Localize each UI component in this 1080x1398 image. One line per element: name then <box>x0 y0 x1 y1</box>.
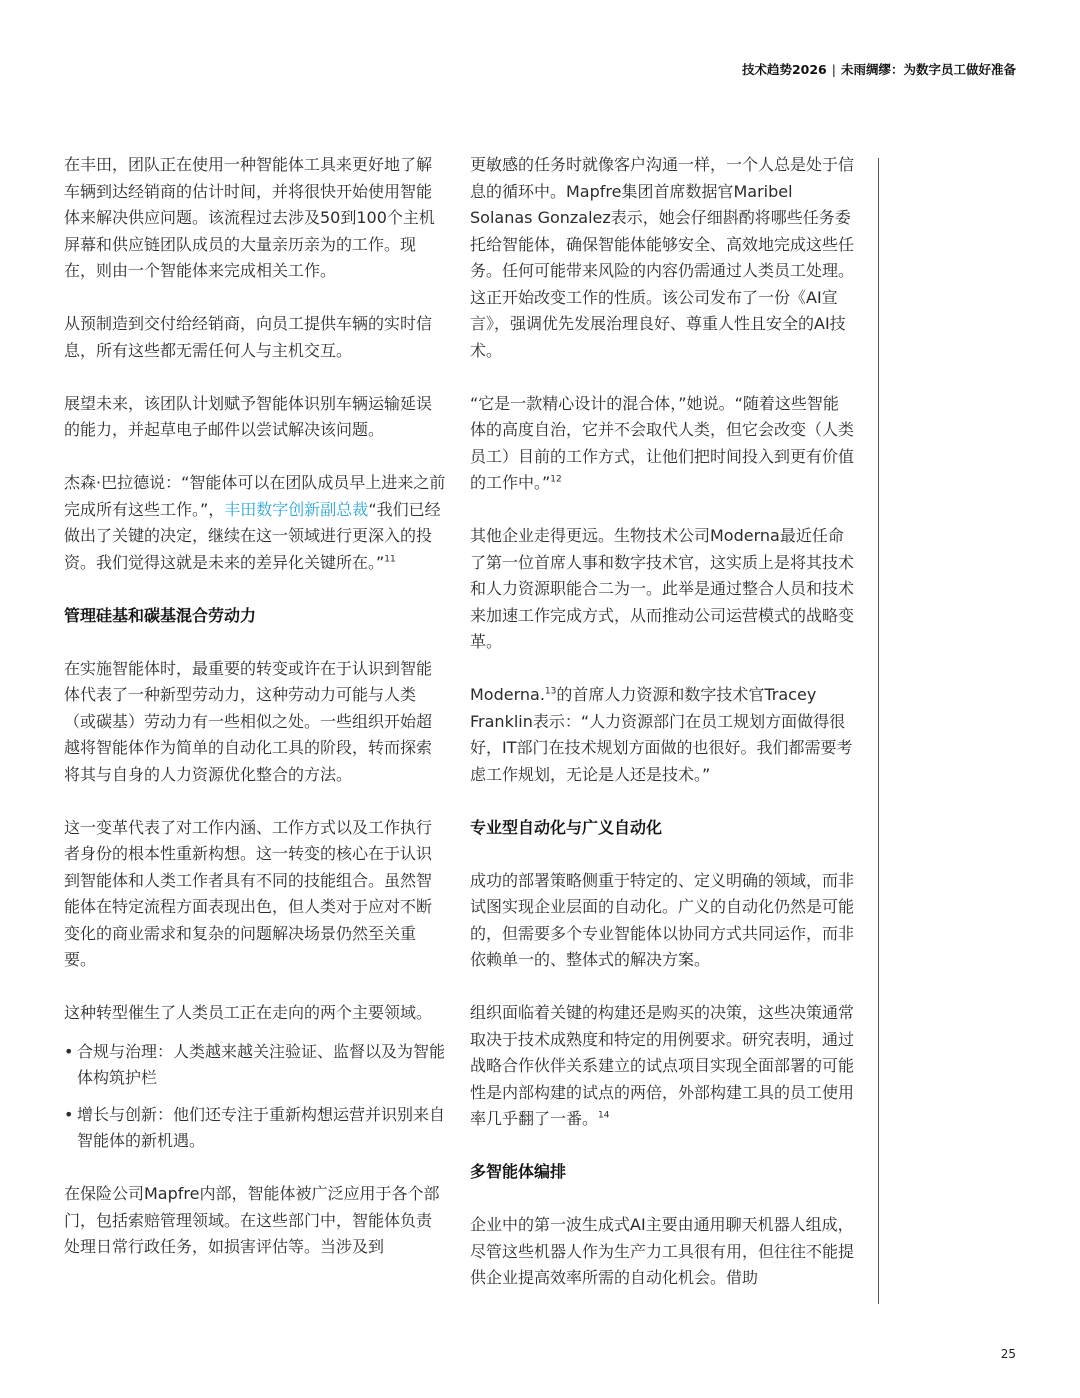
bullet-item: • 增长与创新：他们还专注于重新构想运营并识别来自智能体的新机遇。 <box>64 1102 446 1155</box>
paragraph: 这一变革代表了对工作内涵、工作方式以及工作执行者身份的根本性重新构想。这一转变的核心在于认识到智能体和人类工作者具有不同的技能组合。虽然智能体在特定流程方面表现出色，但人类对于应对不断变化的商业需求和复杂的问题解决场景仍然至关重要。 <box>64 817 433 969</box>
footnote-ref: 12 <box>550 474 562 485</box>
bullet-list <box>64 1039 446 1155</box>
footnote-ref: 14 <box>598 1110 610 1121</box>
quote-text: 杰森·巴拉德说：“智能体可以在团队成员早上进来之前完成所有这些工作。”， <box>64 473 446 519</box>
paragraph: 成功的部署策略侧重于特定的、定义明确的领域，而非试图实现企业层面的自动化。广义的自动化仍然是可能的，但需要多个专业智能体以协同方式共同运作，而非依赖单一的、整体式的解决方案。 <box>470 870 855 969</box>
report-subtitle: 未雨绸缪：为数字员工做好准备 <box>840 62 1016 77</box>
paragraph: 在丰田，团队正在使用一种智能体工具来更好地了解车辆到达经销商的估计时间，并将很快开始使用智能体来解决供应问题。该流程过去涉及50到100个主机屏幕和供应链团队成员的大量亲历亲为的工作。现在，则由一个智能体来完成相关工作。 <box>64 155 435 280</box>
paragraph: 企业中的第一波生成式AI主要由通用聊天机器人组成，尽管这些机器人作为生产力工具很有用，但往往不能提供企业提高效率所需的自动化机会。借助 <box>470 1215 855 1287</box>
page-number: 25 <box>1000 1347 1016 1361</box>
report-title: 技术趋势2026 <box>741 62 827 77</box>
section-heading: 专业型自动化与广义自动化 <box>470 817 663 837</box>
footnote-ref: 11 <box>384 554 396 565</box>
section-heading: 管理硅基和碳基混合劳动力 <box>64 605 257 625</box>
vp-link[interactable]: 丰田数字创新副总裁 <box>224 499 369 519</box>
quote-text: 的首席人力资源和数字技术官Tracey Franklin表示：“人力资源部门在员工规划方面做得很好，IT部门在技术规划方面做的也很好。我们都需要考虑工作规划，无论是人还是技术。” <box>470 685 853 784</box>
paragraph: 展望未来，该团队计划赋予智能体识别车辆运输延误的能力，并起草电子邮件以尝试解决该问题。 <box>64 393 433 439</box>
paragraph: 这种转型催生了人类员工正在走向的两个主要领域。 <box>64 1003 433 1022</box>
paragraph <box>64 470 446 576</box>
column-divider <box>878 158 879 1304</box>
paragraph <box>470 1000 854 1133</box>
paragraph <box>470 391 854 497</box>
quote-text: “它是一款精心设计的混合体，”她说。“随着这些智能体的高度自治，它并不会取代人类，但它会改变（人类员工）目前的工作方式，让他们把时间投入到更有价值的工作中。” <box>470 393 855 492</box>
paragraph: 从预制造到交付给经销商，向员工提供车辆的实时信息，所有这些都无需任何人与主机交互。 <box>64 314 433 360</box>
paragraph: 更敏感的任务时就像客户沟通一样，一个人总是处于信息的循环中。Mapfre集团首席数据官Maribel Solanas Gonzalez表示，她会仔细斟酌将哪些任务委托给智能体，确保智能体能够安全、高效地完成这些任务。任何可能带来风险的内容仍需通过人类员工处理。这正开始改变工作的性质。该公司发布了一份《AI宣言》，强调优先发展治理良好、尊重人性且安全的AI技术。 <box>470 155 855 360</box>
paragraph: 在实施智能体时，最重要的转变或许在于认识到智能体代表了一种新型劳动力，这种劳动力可能与人类（或碳基）劳动力有一些相似之处。一些组织开始超越将智能体作为简单的自动化工具的阶段，转而探索将其与自身的人力资源优化整合的方法。 <box>64 658 433 784</box>
header-separator: | <box>831 62 836 77</box>
body-text: 组织面临着关键的构建还是购买的决策，这些决策通常取决于技术成熟度和特定的用例要求。研究表明，通过战略合作伙伴关系建立的试点项目实现全面部署的可能性是内部构建的试点的两倍，外部构建工具的员工使用率几乎翻了一番。 <box>470 1003 855 1128</box>
paragraph: 在保险公司Mapfre内部，智能体被广泛应用于各个部门，包括索赔管理领域。在这些部门中，智能体负责处理日常行政任务，如损害评估等。当涉及到 <box>64 1184 440 1256</box>
company-name: Moderna. <box>470 685 545 704</box>
quote-text: “我们已经做出了关键的决定，继续在这一领域进行更深入的投资。我们觉得这就是未来的差异化关键所在。” <box>64 499 441 572</box>
paragraph: 其他企业走得更远。生物技术公司Moderna最近任命了第一位首席人事和数字技术官，这实质上是将其技术和人力资源职能合二为一。此举是通过整合人员和技术来加速工作完成方式，从而推动公司运营模式的战略变革。 <box>470 526 855 651</box>
bullet-item: • 合规与治理：人类越来越关注验证、监督以及为智能体构筑护栏 <box>64 1039 446 1092</box>
paragraph <box>470 682 854 788</box>
section-heading: 多智能体编排 <box>470 1162 567 1181</box>
left-column <box>64 152 446 1287</box>
footnote-ref: 13 <box>544 686 557 697</box>
running-header <box>742 60 1016 78</box>
right-column <box>470 152 854 1318</box>
